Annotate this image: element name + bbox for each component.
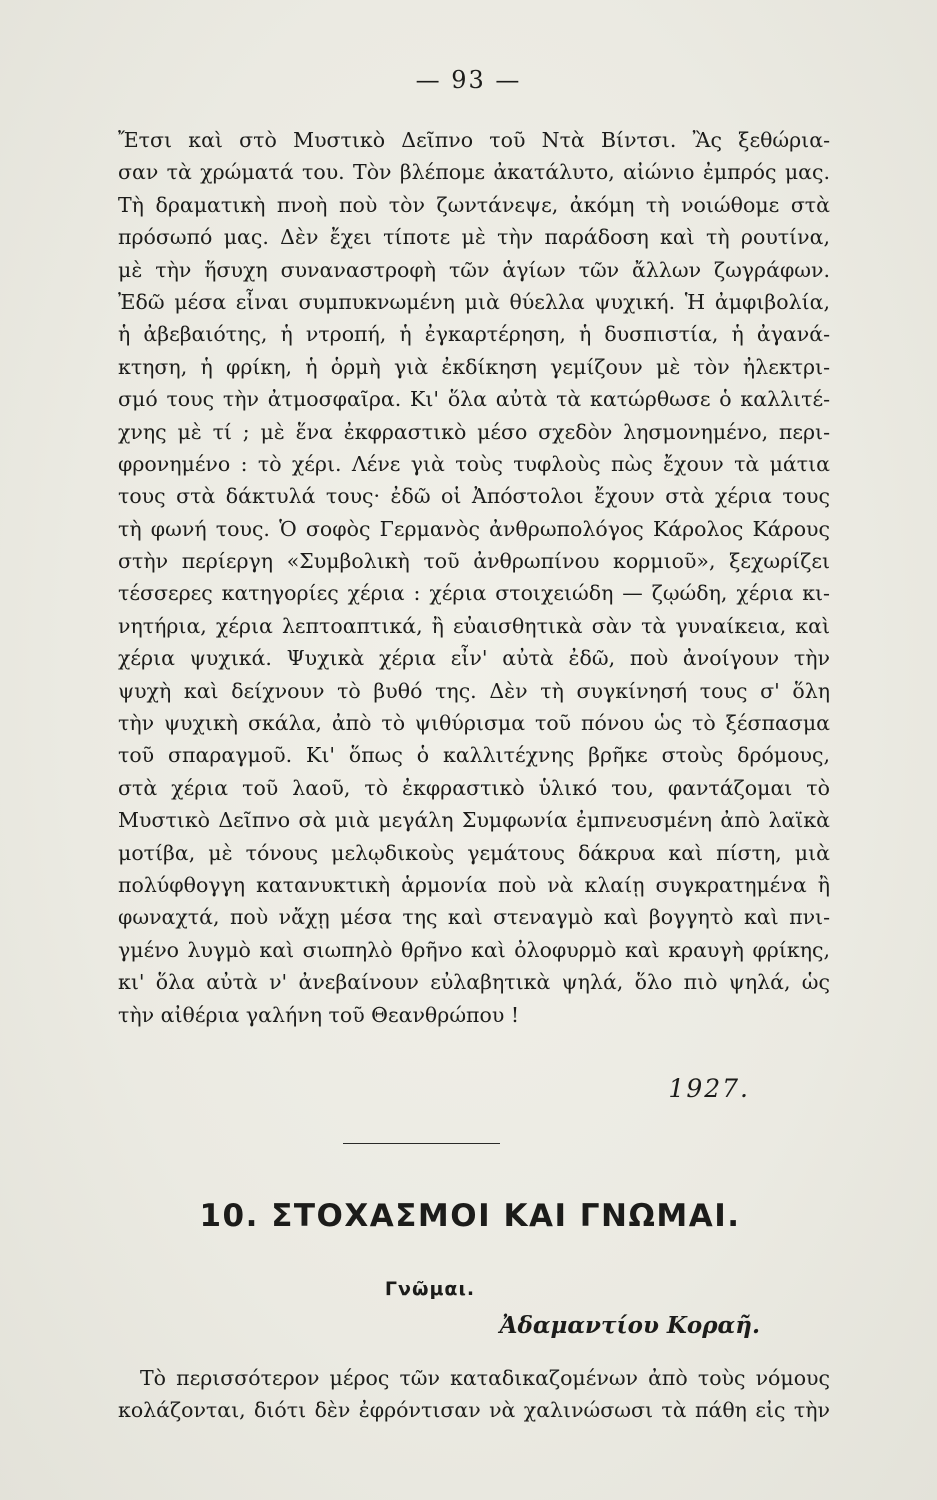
section-title: 10. ΣΤΟΧΑΣΜΟΙ ΚΑΙ ΓΝΩΜΑΙ. — [199, 1198, 741, 1234]
text-line: τὴ φωνή τους. Ὁ σοφὸς Γερμανὸς ἀνθρωπολόγος Κάρολος Κάρους — [118, 516, 830, 541]
text-line: τὴν αἰθέρια γαλήνη τοῦ Θεανθρώπου ! — [118, 1002, 520, 1027]
text-line: σμό τους τὴν ἀτμοσφαῖρα. Κι' ὅλα αὐτὰ τὰ κατώρθωσε ὁ καλλιτέ- — [118, 387, 830, 412]
essay-date: 1927. — [668, 1074, 750, 1103]
text-line: ἡ ἀβεβαιότης, ἡ ντροπή, ἡ ἐγκαρτέρηση, ἡ δυσπιστία, ἡ ἀγανά- — [118, 322, 830, 347]
section-subtitle: Γνῶμαι. — [384, 1278, 476, 1300]
text-line: μοτίβα, μὲ τόνους μελῳδικοὺς γεμάτους δάκρυα καὶ πίστη, μιὰ — [118, 840, 830, 865]
text-line: φωναχτά, ποὺ νἄχῃ μέσα της καὶ στεναγμὸ καὶ βογγητὸ καὶ πνι- — [118, 905, 830, 930]
text-line: κτηση, ἡ φρίκη, ἡ ὁρμὴ γιὰ ἐκδίκηση γεμίζουν μὲ τὸν ἠλεκτρι- — [118, 354, 830, 379]
text-line: φρονημένο : τὸ χέρι. Λένε γιὰ τοὺς τυφλοὺς πὼς ἔχουν τὰ μάτια — [118, 451, 830, 476]
text-line: τὴν ψυχικὴ σκάλα, ἀπὸ τὸ ψιθύρισμα τοῦ πόνου ὡς τὸ ξέσπασμα — [118, 711, 830, 736]
text-line: πολύφθογγη κατανυκτικὴ ἁρμονία ποὺ νὰ κλαίῃ συγκρατημένα ἢ — [118, 872, 830, 897]
page-number: — 93 — — [415, 66, 522, 94]
text-line: σαν τὰ χρώματά του. Τὸν βλέπομε ἀκατάλυτο, αἰώνιο ἐμπρός μας. — [118, 160, 830, 185]
essay-paragraph — [118, 124, 830, 1031]
text-line: χέρια ψυχικά. Ψυχικὰ χέρια εἶν' αὐτὰ ἐδῶ, ποὺ ἀνοίγουν τὴν — [118, 646, 830, 671]
text-line: χνης μὲ τί ; μὲ ἕνα ἐκφραστικὸ μέσο σχεδὸν λησμονημένο, περι- — [118, 419, 830, 444]
text-line: νητήρια, χέρια λεπτοαπτικά, ἢ εὐαισθητικὰ σὰν τὰ γυναίκεια, καὶ — [118, 613, 830, 638]
text-line: μὲ τὴν ἥσυχη συναναστροφὴ τῶν ἁγίων τῶν ἄλλων ζωγράφων. — [118, 257, 830, 282]
text-line: τέσσερες κατηγορίες χέρια : χέρια στοιχειώδη — ζῳώδη, χέρια κι- — [118, 581, 830, 606]
text-line: Τὸ περισσότερον μέρος τῶν καταδικαζομένων ἀπὸ τοὺς νόμους — [140, 1366, 830, 1390]
text-line: στὰ χέρια τοῦ λαοῦ, τὸ ἐκφραστικὸ ὑλικό του, φαντάζομαι τὸ — [118, 775, 830, 800]
text-line: τους στὰ δάκτυλά τους· ἐδῶ οἱ Ἀπόστολοι ἔχουν στὰ χέρια τους — [118, 484, 830, 509]
text-line: κολάζονται, διότι δὲν ἐφρόντισαν νὰ χαλινώσωσι τὰ πάθη εἰς τὴν — [118, 1398, 830, 1423]
text-line: γμένο λυγμὸ καὶ σιωπηλὸ θρῆνο καὶ ὀλοφυρμὸ καὶ κραυγὴ φρίκης, — [118, 937, 830, 962]
text-line: στὴν περίεργη «Συμβολικὴ τοῦ ἀνθρωπίνου κορμιοῦ», ξεχωρίζει — [118, 549, 830, 574]
text-line: Μυστικὸ Δεῖπνο σὰ μιὰ μεγάλη Συμφωνία ἐμπνευσμένη ἀπὸ λαϊκὰ — [118, 808, 830, 833]
text-line: Ἐδῶ μέσα εἶναι συμπυκνωμένη μιὰ θύελλα ψυχική. Ἡ ἀμφιβολία, — [118, 289, 830, 314]
text-line: Ἔτσι καὶ στὸ Μυστικὸ Δεῖπνο τοῦ Ντὰ Βίντσι. Ἂς ξεθώρια- — [118, 128, 830, 152]
text-line: Τὴ δραματικὴ πνοὴ ποὺ τὸν ζωντάνεψε, ἀκόμη τὴ νοιώθομε στὰ — [118, 192, 830, 217]
text-line: πρόσωπό μας. Δὲν ἔχει τίποτε μὲ τὴν παράδοση καὶ τὴ ρουτίνα, — [118, 225, 830, 250]
text-line: ψυχὴ καὶ δείχνουν τὸ βυθό της. Δὲν τὴ συγκίνησή τους σ' ὅλη — [118, 678, 830, 703]
author-attribution: Ἀδαμαντίου Κοραῆ. — [499, 1312, 760, 1339]
text-line: κι' ὅλα αὐτὰ ν' ἀνεβαίνουν εὐλαβητικὰ ψηλά, ὅλο πιὸ ψηλά, ὡς — [118, 970, 830, 995]
maxims-paragraph — [118, 1362, 830, 1427]
section-divider — [343, 1143, 500, 1144]
text-line: τοῦ σπαραγμοῦ. Κι' ὅπως ὁ καλλιτέχνης βρῆκε στοὺς δρόμους, — [118, 743, 830, 768]
